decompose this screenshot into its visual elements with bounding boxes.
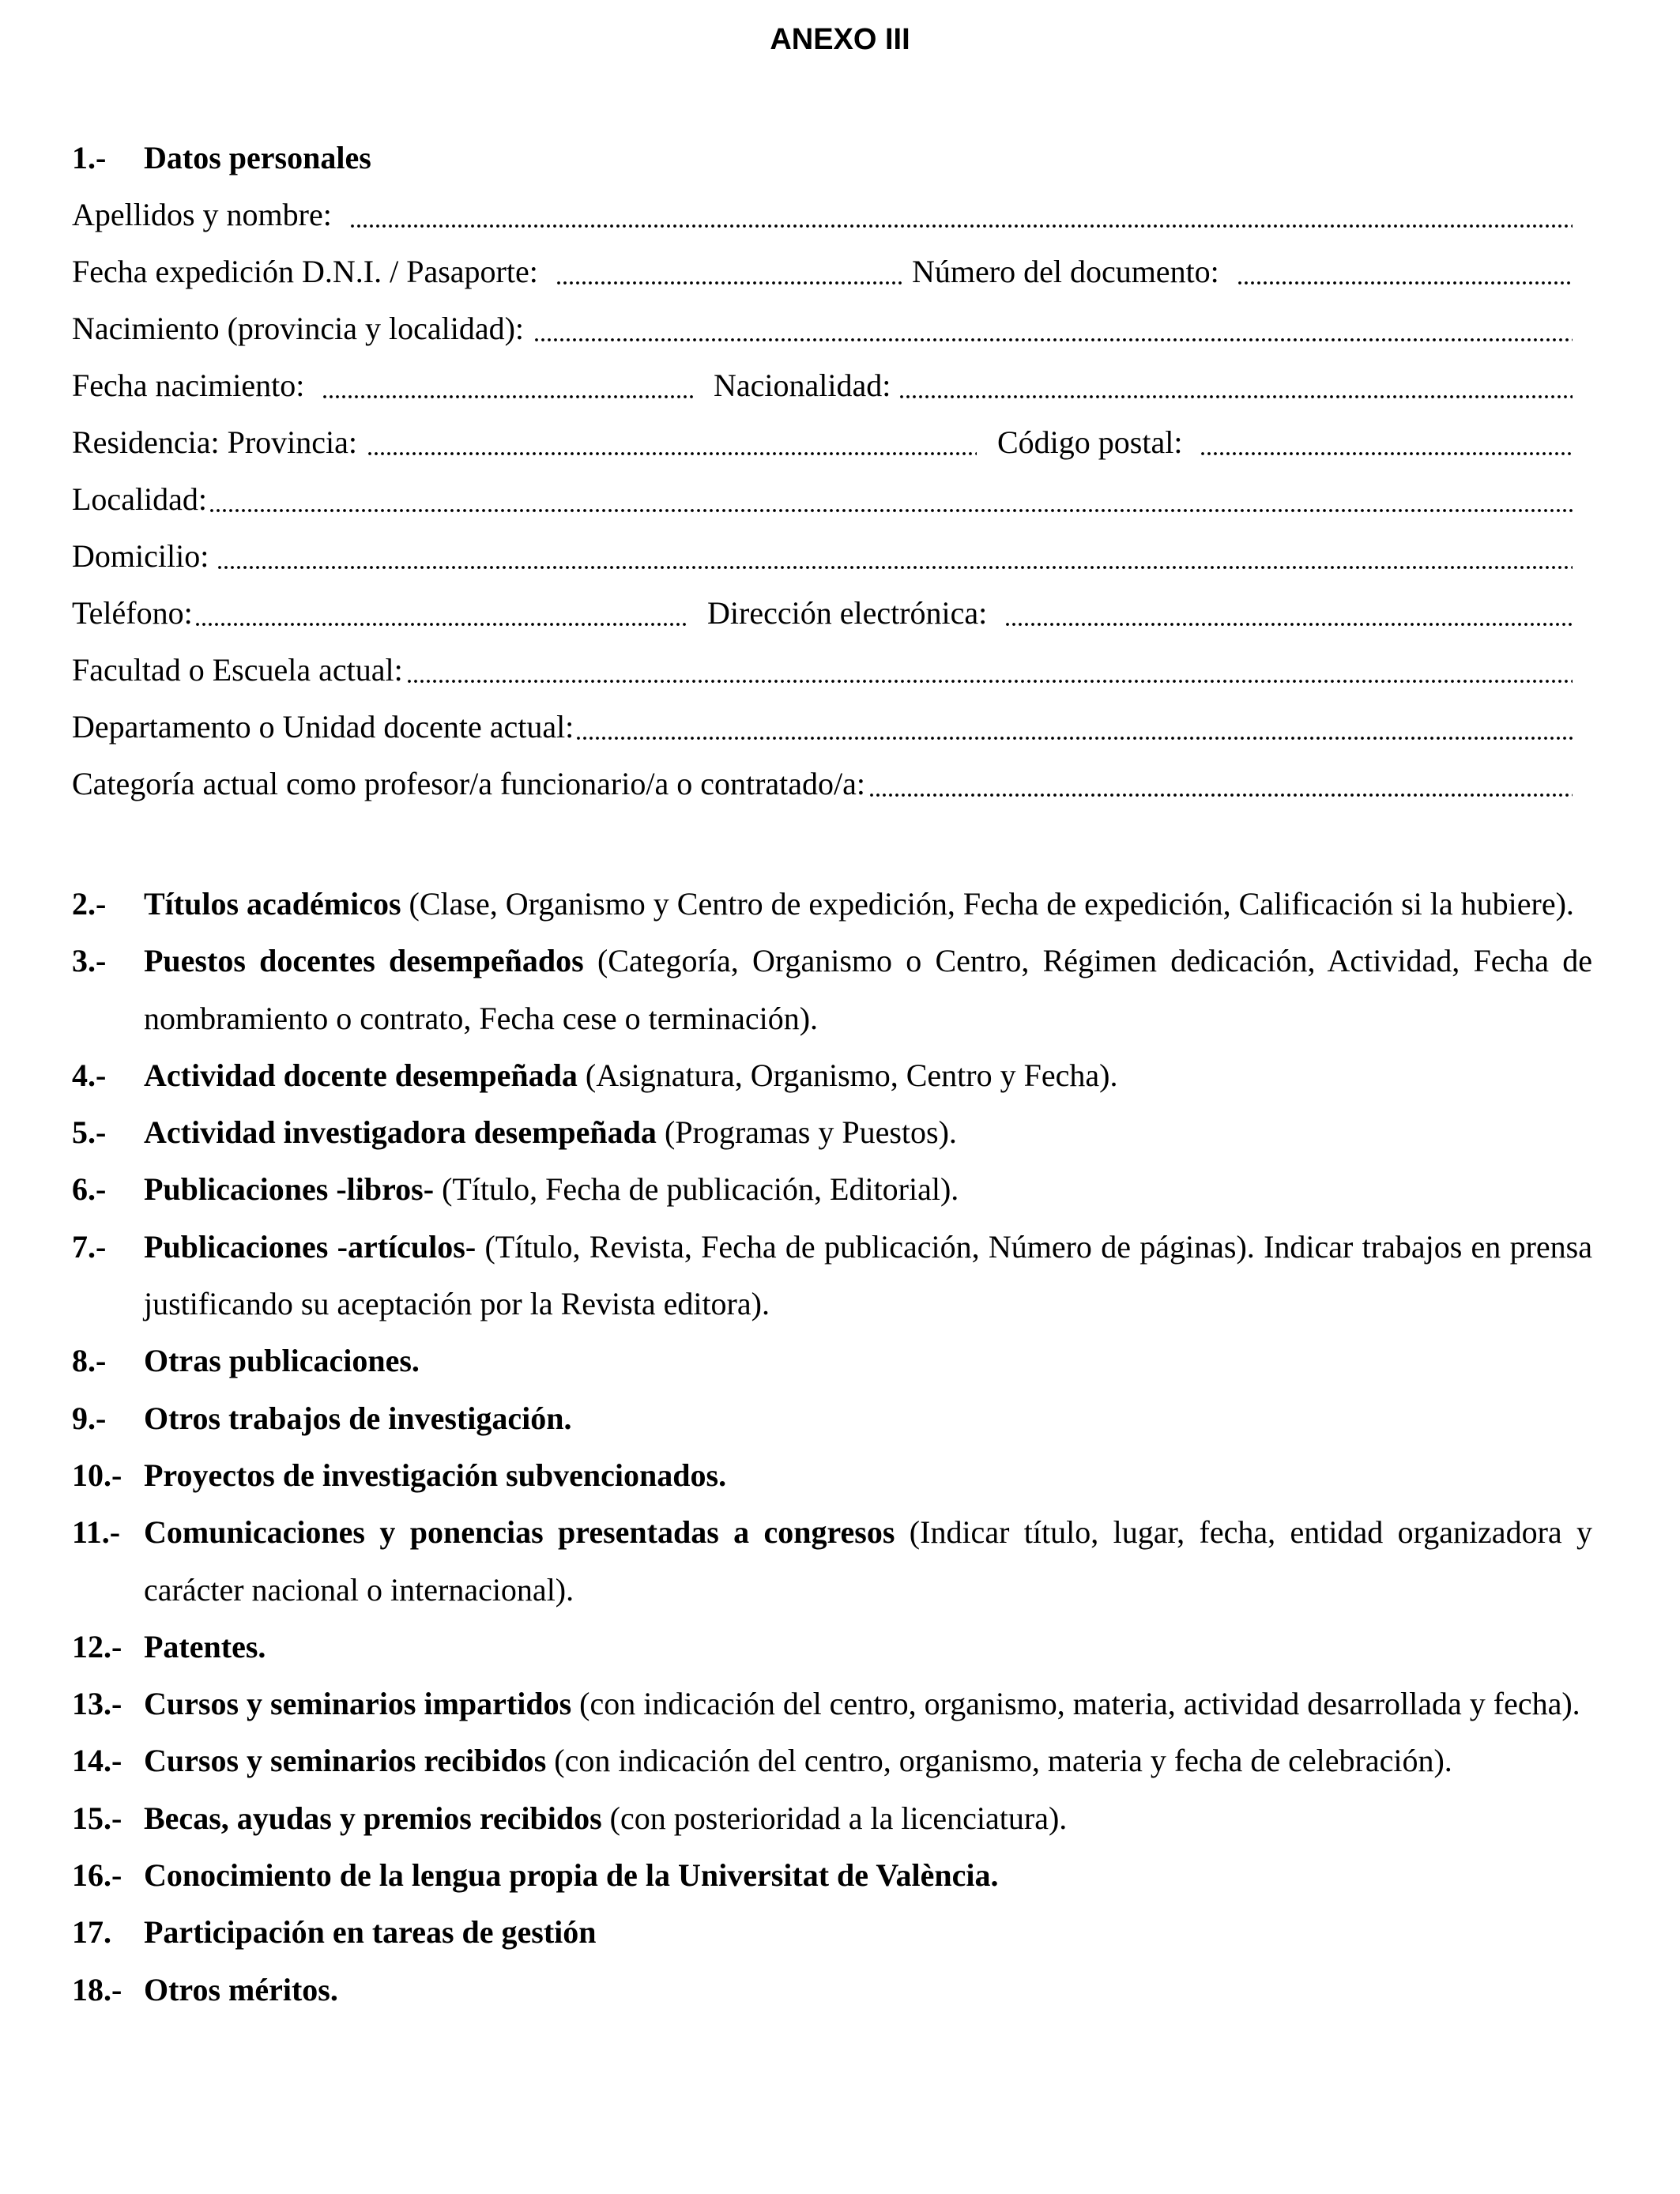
item-number: 3.- [72,943,107,979]
field-row-contacto [72,591,1573,635]
fecha-nacimiento-dotted-line [322,364,696,408]
item-description: (Clase, Organismo y Centro de expedición, Fecha de expedición, Calificación si la hubiere). [401,886,1574,922]
list-item [72,1790,1592,1847]
domicilio-field[interactable] [72,534,1573,579]
field-row-domicilio [72,534,1573,579]
list-item [72,1732,1592,1789]
list-item [72,1333,1592,1389]
item-number: 2.- [72,886,107,922]
nacimiento-field[interactable] [72,307,1573,351]
list-item [72,1904,1592,1961]
fecha-expedicion-label: Fecha expedición D.N.I. / Pasaporte: [72,254,538,289]
field-row-documento [72,250,1573,294]
departamento-dotted-line [575,705,1573,749]
section-1-number: 1.- [72,140,107,175]
facultad-field[interactable] [72,648,1573,692]
item-description: (Indicar título, lugar, fecha, entidad organizadora y carácter nacional o internacional). [144,1514,1593,1608]
telefono-dotted-line [194,591,687,635]
item-title: Actividad investigadora desempeñada [144,1114,657,1151]
item-description: (Título, Revista, Fecha de publicación, Número de páginas). Indicar trabajos en prensa justificando su aceptación por la Revista editora). [144,1228,1592,1322]
nacionalidad-label: Nacionalidad: [714,368,891,403]
field-row-apellidos [72,193,1573,237]
item-title: Otros trabajos de investigación. [144,1400,572,1436]
item-title: Publicaciones -artículos- [144,1228,477,1265]
nacionalidad-field[interactable] [714,364,1573,408]
item-title: Títulos académicos [144,886,401,922]
item-number: 4.- [72,1057,107,1093]
item-description: (Título, Fecha de publicación, Editorial). [434,1171,959,1208]
item-description: (Categoría, Organismo o Centro, Régimen dedicación, Actividad, Fecha de nombramiento o contrato, Fecha cese o terminación). [144,943,1592,1036]
codigo-postal-dotted-line [1200,420,1573,465]
field-row-facultad [72,648,1573,692]
item-description: (Asignatura, Organismo, Centro y Fecha). [577,1057,1118,1093]
item-title: Otros méritos. [144,1971,338,2007]
numero-documento-label: Número del documento: [912,254,1219,289]
list-item [72,1619,1592,1676]
item-number: 5.- [72,1114,107,1151]
apellidos-dotted-line [349,193,1573,237]
codigo-postal-field[interactable] [997,420,1573,465]
telefono-label: Teléfono: [72,595,193,631]
categoria-dotted-line [868,762,1573,806]
field-row-categoria [72,762,1573,806]
item-title: Puestos docentes desempeñados [144,943,584,979]
item-number: 11.- [72,1514,121,1551]
item-title: Proyectos de investigación subvencionados. [144,1457,727,1493]
localidad-field[interactable] [72,477,1573,522]
item-title: Comunicaciones y ponencias presentadas a congresos [144,1514,895,1551]
apellidos-label: Apellidos y nombre: [72,197,332,232]
item-title: Participación en tareas de gestión [144,1914,597,1951]
fecha-expedicion-dotted-line [556,250,904,294]
residencia-provincia-dotted-line [367,420,977,465]
item-description: (con indicación del centro, organismo, materia, actividad desarrollada y fecha). [571,1686,1580,1722]
field-row-residencia [72,420,1573,465]
item-number: 17. [72,1914,111,1951]
list-item [72,1447,1592,1504]
item-number: 7.- [72,1228,107,1265]
categoria-label: Categoría actual como profesor/a funcionario/a o contratado/a: [72,766,866,801]
list-item [72,1104,1592,1161]
nacimiento-label: Nacimiento (provincia y localidad): [72,311,525,346]
item-number: 8.- [72,1343,107,1379]
item-title: Cursos y seminarios impartidos [144,1686,572,1722]
facultad-label: Facultad o Escuela actual: [72,652,403,688]
nacionalidad-dotted-line [898,364,1573,408]
direccion-electronica-dotted-line [1004,591,1573,635]
list-item [72,1219,1592,1333]
item-number: 6.- [72,1171,107,1208]
item-description: (con indicación del centro, organismo, materia y fecha de celebración). [546,1743,1452,1779]
fecha-expedicion-field[interactable] [72,250,904,294]
list-item [72,1962,1592,2019]
departamento-field[interactable] [72,705,1573,749]
direccion-electronica-field[interactable] [707,591,1573,635]
item-title: Otras publicaciones. [144,1343,420,1379]
list-item [72,1390,1592,1447]
section-1-title: Datos personales [144,140,371,175]
item-title: Becas, ayudas y premios recibidos [144,1800,602,1836]
list-item [72,933,1592,1047]
direccion-electronica-label: Dirección electrónica: [707,595,988,631]
item-number: 15.- [72,1800,122,1836]
item-number: 14.- [72,1743,122,1779]
localidad-label: Localidad: [72,481,208,517]
item-number: 18.- [72,1971,122,2007]
numero-documento-field[interactable] [912,250,1573,294]
field-row-fecha-nacimiento [72,364,1573,408]
item-number: 10.- [72,1457,122,1493]
categoria-field[interactable] [72,762,1573,806]
item-number: 9.- [72,1400,107,1436]
item-title: Actividad docente desempeñada [144,1057,578,1093]
page-title: ANEXO III [770,23,910,56]
item-title: Publicaciones -libros- [144,1171,435,1208]
item-description: (Programas y Puestos). [656,1114,957,1151]
nacimiento-dotted-line [533,307,1573,351]
fecha-nacimiento-field[interactable] [72,364,696,408]
section-1-heading [72,136,371,180]
list-item [72,1504,1592,1619]
list-item [72,876,1592,933]
telefono-field[interactable] [72,591,687,635]
fecha-nacimiento-label: Fecha nacimiento: [72,368,305,403]
item-title: Cursos y seminarios recibidos [144,1743,547,1779]
merits-list [72,876,1592,2019]
residencia-provincia-label: Residencia: Provincia: [72,424,358,460]
list-item [72,1676,1592,1732]
departamento-label: Departamento o Unidad docente actual: [72,709,574,745]
item-number: 16.- [72,1857,122,1894]
localidad-dotted-line [209,477,1573,522]
field-row-localidad [72,477,1573,522]
codigo-postal-label: Código postal: [997,424,1183,460]
facultad-dotted-line [406,648,1573,692]
list-item [72,1847,1592,1904]
apellidos-field[interactable] [72,193,1573,237]
list-item [72,1161,1592,1218]
residencia-provincia-field[interactable] [72,420,977,465]
item-number: 13.- [72,1686,122,1722]
numero-documento-dotted-line [1237,250,1573,294]
item-title: Conocimiento de la lengua propia de la Universitat de València. [144,1857,999,1894]
domicilio-label: Domicilio: [72,538,209,574]
field-row-departamento [72,705,1573,749]
domicilio-dotted-line [217,534,1573,579]
item-number: 12.- [72,1628,122,1664]
list-item [72,1047,1592,1104]
field-row-nacimiento [72,307,1573,351]
item-description: (con posterioridad a la licenciatura). [601,1800,1068,1836]
item-title: Patentes. [144,1628,266,1664]
